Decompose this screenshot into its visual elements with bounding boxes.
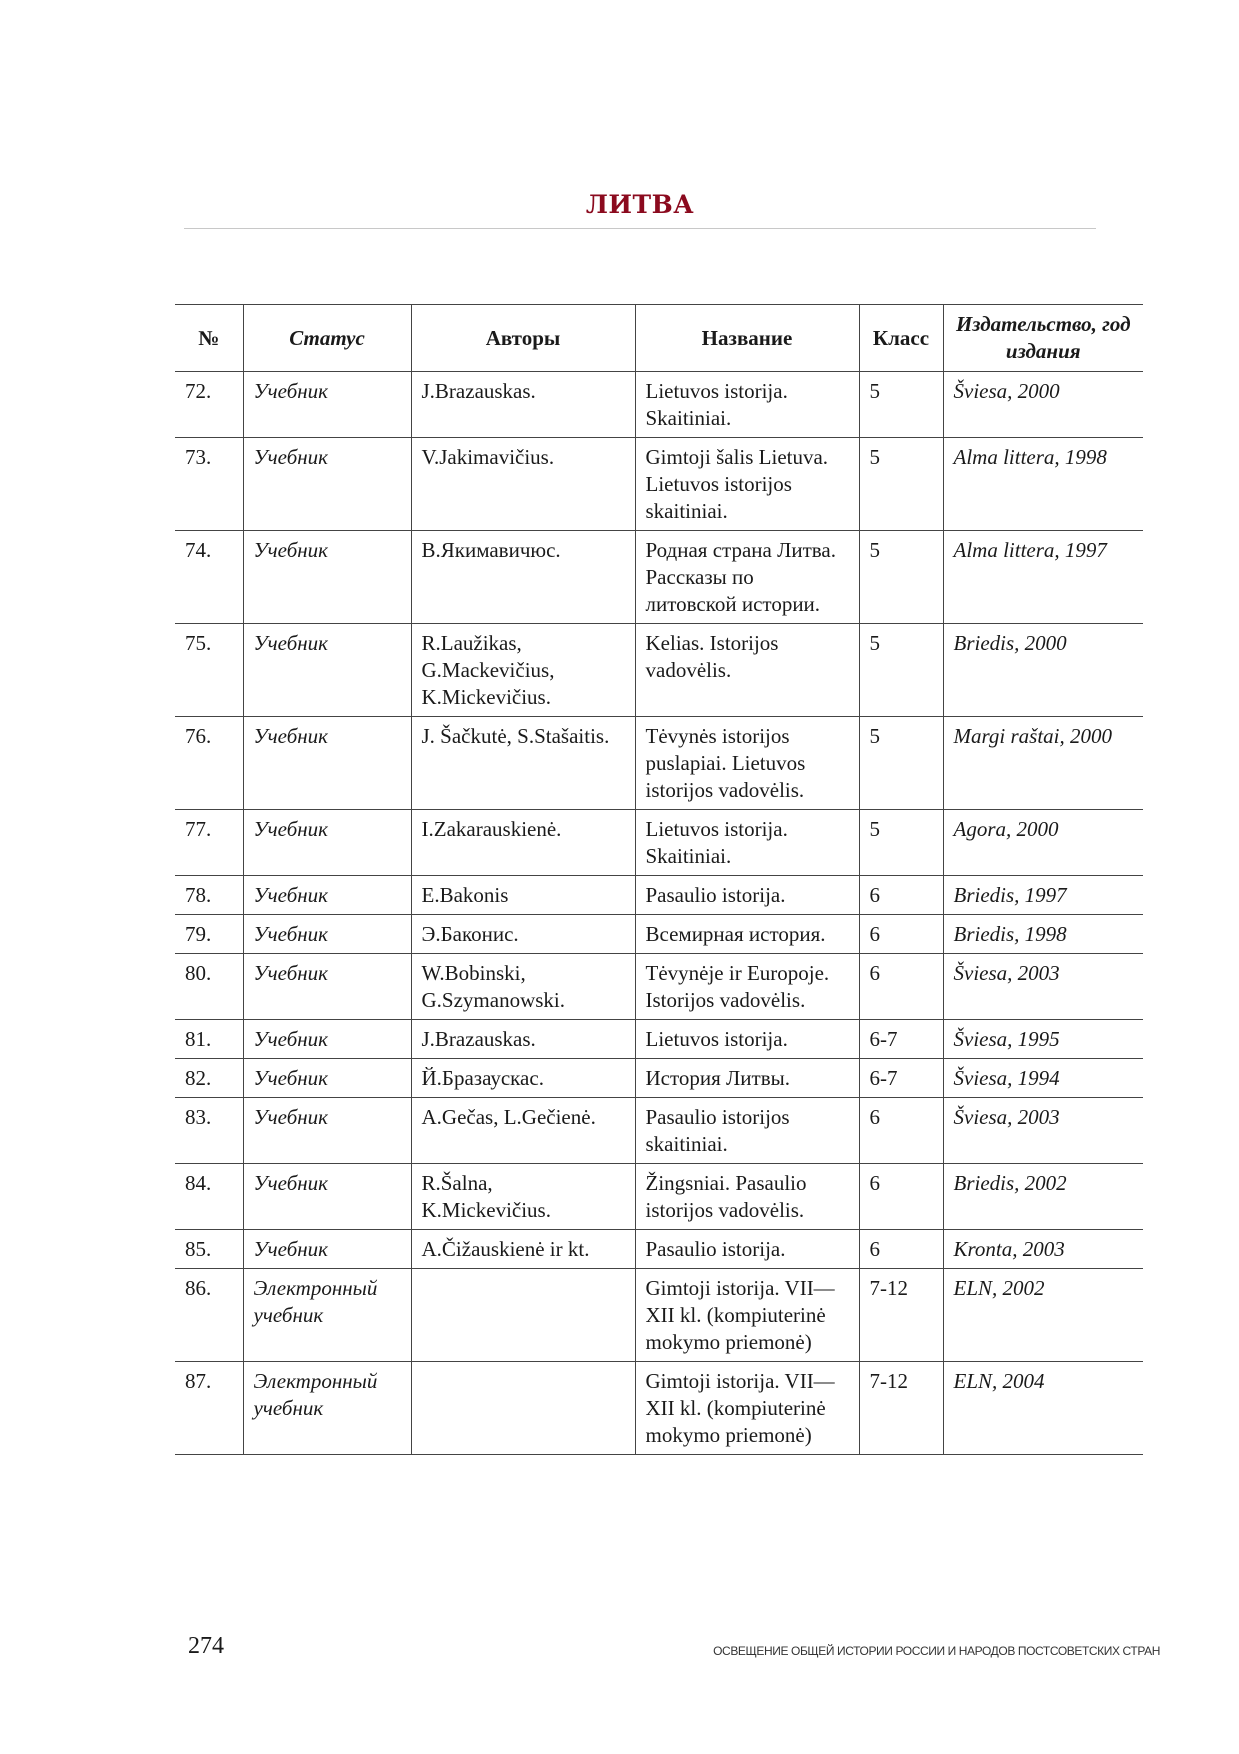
cell-authors: J. Šačkutė, S.Stašaitis.	[411, 717, 635, 810]
cell-num: 72.	[175, 372, 243, 438]
cell-name: Pasaulio istorija.	[635, 1230, 859, 1269]
table-row	[175, 1020, 1143, 1059]
cell-status: Электронный учебник	[243, 1362, 411, 1455]
cell-num: 84.	[175, 1164, 243, 1230]
cell-publisher: Alma littera, 1998	[943, 438, 1143, 531]
table-row	[175, 1164, 1143, 1230]
cell-status: Учебник	[243, 876, 411, 915]
cell-status: Учебник	[243, 954, 411, 1020]
cell-publisher: Šviesa, 2003	[943, 1098, 1143, 1164]
cell-num: 86.	[175, 1269, 243, 1362]
title-divider	[184, 228, 1096, 229]
cell-authors: W.Bobinski, G.Szymanowski.	[411, 954, 635, 1020]
cell-name: Lietuvos istorija. Skaitiniai.	[635, 372, 859, 438]
header-publisher: Издательство, год издания	[943, 305, 1143, 372]
cell-name: Gimtoji istorija. VII—XII kl. (kompiuterinė mokymo priemonė)	[635, 1269, 859, 1362]
cell-grade: 5	[859, 810, 943, 876]
cell-num: 80.	[175, 954, 243, 1020]
cell-authors: R.Laužikas, G.Mackevičius, K.Mickevičius.	[411, 624, 635, 717]
cell-grade: 7-12	[859, 1362, 943, 1455]
cell-publisher: Šviesa, 2003	[943, 954, 1143, 1020]
cell-status: Учебник	[243, 531, 411, 624]
cell-authors: A.Čižauskienė ir kt.	[411, 1230, 635, 1269]
cell-name: История Литвы.	[635, 1059, 859, 1098]
cell-publisher: Briedis, 1998	[943, 915, 1143, 954]
cell-publisher: Šviesa, 2000	[943, 372, 1143, 438]
cell-publisher: ELN, 2002	[943, 1269, 1143, 1362]
cell-num: 82.	[175, 1059, 243, 1098]
cell-grade: 6	[859, 1098, 943, 1164]
cell-num: 77.	[175, 810, 243, 876]
cell-num: 81.	[175, 1020, 243, 1059]
table-header-row	[175, 305, 1143, 372]
cell-name: Kelias. Istorijos vadovėlis.	[635, 624, 859, 717]
cell-authors	[411, 1362, 635, 1455]
cell-authors	[411, 1269, 635, 1362]
cell-authors: I.Zakarauskienė.	[411, 810, 635, 876]
table-row	[175, 1362, 1143, 1455]
cell-authors: E.Bakonis	[411, 876, 635, 915]
table-row	[175, 1098, 1143, 1164]
cell-num: 83.	[175, 1098, 243, 1164]
cell-num: 85.	[175, 1230, 243, 1269]
table-row	[175, 915, 1143, 954]
cell-publisher: Agora, 2000	[943, 810, 1143, 876]
table-row	[175, 1269, 1143, 1362]
cell-publisher: Margi raštai, 2000	[943, 717, 1143, 810]
cell-num: 87.	[175, 1362, 243, 1455]
cell-name: Pasaulio istorijos skaitiniai.	[635, 1098, 859, 1164]
cell-authors: R.Šalna, K.Mickevičius.	[411, 1164, 635, 1230]
cell-status: Учебник	[243, 717, 411, 810]
cell-grade: 5	[859, 438, 943, 531]
table-row	[175, 810, 1143, 876]
cell-name: Всемирная история.	[635, 915, 859, 954]
table-row	[175, 438, 1143, 531]
cell-status: Учебник	[243, 438, 411, 531]
cell-grade: 6	[859, 915, 943, 954]
cell-grade: 5	[859, 372, 943, 438]
cell-grade: 5	[859, 717, 943, 810]
cell-status: Учебник	[243, 1059, 411, 1098]
cell-name: Tėvynėje ir Europoje. Istorijos vadovėlis.	[635, 954, 859, 1020]
cell-name: Gimtoji šalis Lietuva. Lietuvos istorijos skaitiniai.	[635, 438, 859, 531]
cell-authors: J.Brazauskas.	[411, 372, 635, 438]
running-footer-title: ОСВЕЩЕНИЕ ОБЩЕЙ ИСТОРИИ РОССИИ И НАРОДОВ ПОСТСОВЕТСКИХ СТРАН	[713, 1644, 1160, 1658]
cell-status: Учебник	[243, 1098, 411, 1164]
cell-grade: 6-7	[859, 1020, 943, 1059]
header-name: Название	[635, 305, 859, 372]
cell-grade: 7-12	[859, 1269, 943, 1362]
cell-name: Lietuvos istorija.	[635, 1020, 859, 1059]
cell-publisher: Briedis, 2002	[943, 1164, 1143, 1230]
table-row	[175, 531, 1143, 624]
header-status: Статус	[243, 305, 411, 372]
cell-num: 73.	[175, 438, 243, 531]
cell-name: Žingsniai. Pasaulio istorijos vadovėlis.	[635, 1164, 859, 1230]
cell-publisher: Alma littera, 1997	[943, 531, 1143, 624]
cell-name: Tėvynės istorijos puslapiai. Lietuvos istorijos vadovėlis.	[635, 717, 859, 810]
cell-name: Lietuvos istorija. Skaitiniai.	[635, 810, 859, 876]
cell-status: Учебник	[243, 915, 411, 954]
cell-grade: 6-7	[859, 1059, 943, 1098]
cell-grade: 6	[859, 1230, 943, 1269]
cell-authors: Й.Бразаускас.	[411, 1059, 635, 1098]
header-grade: Класс	[859, 305, 943, 372]
cell-grade: 6	[859, 876, 943, 915]
table-row	[175, 876, 1143, 915]
cell-num: 75.	[175, 624, 243, 717]
cell-status: Учебник	[243, 624, 411, 717]
cell-num: 74.	[175, 531, 243, 624]
cell-publisher: ELN, 2004	[943, 1362, 1143, 1455]
cell-grade: 6	[859, 954, 943, 1020]
cell-status: Учебник	[243, 1230, 411, 1269]
cell-status: Учебник	[243, 810, 411, 876]
cell-grade: 5	[859, 624, 943, 717]
table-body	[175, 372, 1143, 1455]
table-row	[175, 717, 1143, 810]
cell-name: Pasaulio istorija.	[635, 876, 859, 915]
cell-status: Учебник	[243, 1164, 411, 1230]
cell-publisher: Kronta, 2003	[943, 1230, 1143, 1269]
table-row	[175, 1059, 1143, 1098]
cell-grade: 6	[859, 1164, 943, 1230]
page-title: ЛИТВА	[585, 190, 695, 219]
cell-authors: В.Якимавичюс.	[411, 531, 635, 624]
cell-name: Родная страна Литва. Рассказы по литовской истории.	[635, 531, 859, 624]
cell-status: Электронный учебник	[243, 1269, 411, 1362]
textbook-table	[175, 304, 1143, 1455]
cell-num: 76.	[175, 717, 243, 810]
cell-authors: A.Gečas, L.Gečienė.	[411, 1098, 635, 1164]
cell-publisher: Briedis, 1997	[943, 876, 1143, 915]
table-row	[175, 954, 1143, 1020]
cell-publisher: Šviesa, 1994	[943, 1059, 1143, 1098]
table-row	[175, 372, 1143, 438]
cell-publisher: Šviesa, 1995	[943, 1020, 1143, 1059]
cell-num: 78.	[175, 876, 243, 915]
cell-status: Учебник	[243, 1020, 411, 1059]
cell-authors: J.Brazauskas.	[411, 1020, 635, 1059]
cell-grade: 5	[859, 531, 943, 624]
cell-name: Gimtoji istorija. VII—XII kl. (kompiuterinė mokymo priemonė)	[635, 1362, 859, 1455]
cell-status: Учебник	[243, 372, 411, 438]
header-authors: Авторы	[411, 305, 635, 372]
cell-publisher: Briedis, 2000	[943, 624, 1143, 717]
header-num: №	[175, 305, 243, 372]
cell-authors: Э.Баконис.	[411, 915, 635, 954]
table-row	[175, 1230, 1143, 1269]
page-number: 274	[188, 1633, 224, 1659]
table-row	[175, 624, 1143, 717]
cell-authors: V.Jakimavičius.	[411, 438, 635, 531]
cell-num: 79.	[175, 915, 243, 954]
